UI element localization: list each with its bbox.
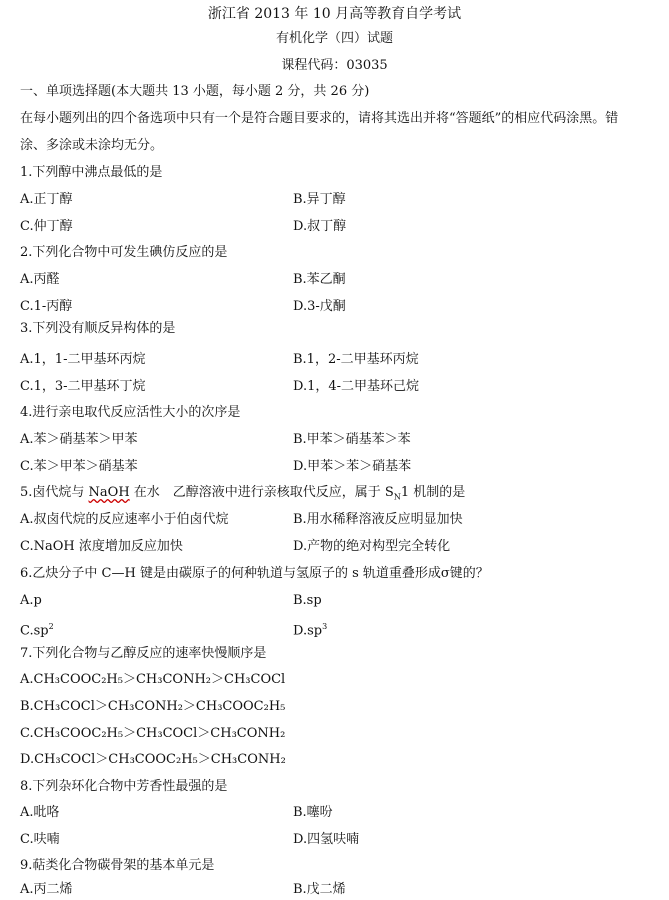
question-5-stem-part-1: 5.卤代烷与 [20,485,89,500]
question-8-option-a: A.吡咯 [20,805,60,820]
question-6-option-c [20,619,54,639]
question-9-option-a: A.丙二烯 [20,882,73,897]
question-5-option-c: C.NaOH 浓度增加反应加快 [20,539,183,554]
question-5-option-a: A.叔卤代烷的反应速率小于伯卤代烷 [20,512,229,527]
question-2-option-a: A.丙醛 [20,272,60,287]
question-3-option-a: A.1，1-二甲基环丙烷 [20,352,146,367]
exam-title: 浙江省 2013 年 10 月高等教育自学考试 [207,6,462,22]
question-6-option-d [293,619,327,639]
question-2-option-c: C.1-丙醇 [20,299,73,314]
question-3-option-b: B.1，2-二甲基环丙烷 [293,352,419,367]
question-6-stem: 6.乙炔分子中 C—H 键是由碳原子的何种轨道与氢原子的 s 轨道重叠形成σ键的？ [20,566,489,581]
question-1-stem: 1.下列醇中沸点最低的是 [20,165,163,180]
question-5-stem-part-3: 在水 乙醇溶液中进行亲核取代反应，属于 S [129,485,394,500]
question-2-stem: 2.下列化合物中可发生碘仿反应的是 [20,245,228,260]
question-1-option-b: B.异丁醇 [293,192,346,207]
question-6-option-b: B.sp [293,593,322,608]
question-7-option-b: B.CH₃COCl＞CH₃CONH₂＞CH₃COOC₂H₅ [20,699,286,714]
question-8-stem: 8.下列杂环化合物中芳香性最强的是 [20,779,228,794]
question-5-stem-part-5: 1 机制的是 [400,485,466,500]
instruction-line-2: 涂、多涂或未涂均无分。 [20,138,164,153]
question-7-option-c: C.CH₃COOC₂H₅＞CH₃COCl＞CH₃CONH₂ [20,726,286,741]
question-9-option-b: B.戊二烯 [293,882,346,897]
question-5-option-b: B.用水稀释溶液反应明显加快 [293,512,463,527]
question-4-option-d: D.甲苯＞苯＞硝基苯 [293,459,412,474]
question-6-option-a: A.p [20,593,42,608]
course-code: 课程代码：03035 [281,58,388,73]
question-6-option-d-superscript: 3 [322,622,328,631]
question-1-option-c: C.仲丁醇 [20,219,73,234]
question-3-stem: 3.下列没有顺反异构体的是 [20,321,176,336]
question-1-option-d: D.叔丁醇 [293,219,347,234]
question-8-option-d: D.四氢呋喃 [293,832,360,847]
question-4-option-c: C.苯＞甲苯＞硝基苯 [20,459,138,474]
question-4-stem: 4.进行亲电取代反应活性大小的次序是 [20,405,241,420]
question-6-option-c-text: C.sp [20,623,49,639]
question-4-option-a: A.苯＞硝基苯＞甲苯 [20,432,138,447]
exam-subject: 有机化学（四）试题 [275,31,393,46]
question-8-option-b: B.噻吩 [293,805,333,820]
question-4-option-b: B.甲苯＞硝基苯＞苯 [293,432,411,447]
question-5-stem-naoh: NaOH [88,485,130,500]
question-5-stem-subscript: N [393,492,401,502]
question-8-option-c: C.呋喃 [20,832,60,847]
question-2-option-d: D.3-戊酮 [293,299,346,314]
question-6-option-d-text: D.sp [293,623,323,639]
question-7-option-a: A.CH₃COOC₂H₅＞CH₃CONH₂＞CH₃COCl [20,672,286,687]
question-6-option-c-superscript: 2 [48,622,54,631]
question-3-option-c: C.1，3-二甲基环丁烷 [20,379,146,394]
question-7-option-d: D.CH₃COCl＞CH₃COOC₂H₅＞CH₃CONH₂ [20,752,286,767]
question-5-option-d: D.产物的绝对构型完全转化 [293,539,451,554]
question-2-option-b: B.苯乙酮 [293,272,346,287]
instruction-line-1: 在每小题列出的四个备选项中只有一个是符合题目要求的，请将其选出并将“答题纸”的相应代码涂黑。错 [20,111,619,126]
question-1-option-a: A.正丁醇 [20,192,73,207]
question-9-stem: 9.萜类化合物碳骨架的基本单元是 [20,858,215,873]
section-heading: 一、单项选择题(本大题共 13 小题，每小题 2 分，共 26 分) [20,84,370,99]
question-3-option-d: D.1，4-二甲基环己烷 [293,379,420,394]
question-7-stem: 7.下列化合物与乙醇反应的速率快慢顺序是 [20,646,267,661]
question-5-stem [20,485,465,506]
